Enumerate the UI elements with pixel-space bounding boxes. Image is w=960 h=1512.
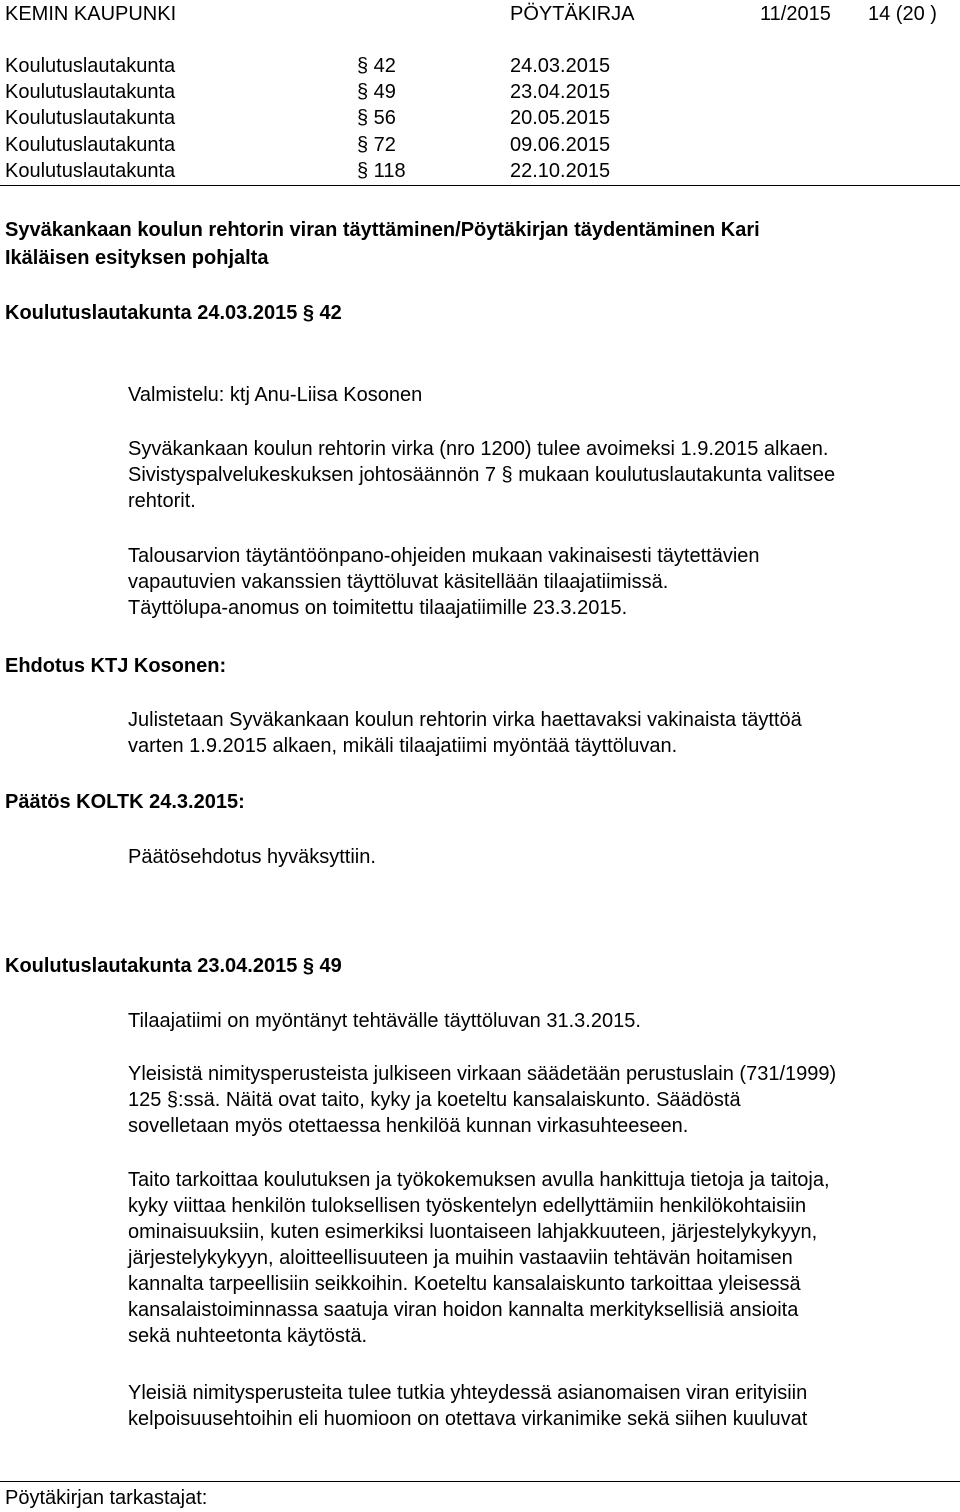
text-line: varten 1.9.2015 alkaen, mikäli tilaajatiimi myöntää täyttöluvan. (128, 735, 678, 757)
text-line: järjestelykykyyn, aloitteellisuuteen ja muihin vastaaviin tehtävän hoitamisen (128, 1247, 793, 1269)
text-line: Syväkankaan koulun rehtorin virka (nro 1200) tulee avoimeksi 1.9.2015 alkaen. (128, 438, 829, 460)
ref-body: Koulutuslautakunta (5, 55, 176, 77)
text-line: kyky viittaa henkilön tuloksellisen työskentelyn edellyttämiin henkilökohtaisiin (128, 1195, 807, 1217)
decision-text: Päätösehdotus hyväksyttiin. (128, 846, 376, 868)
meeting-heading: Koulutuslautakunta 24.03.2015 § 42 (5, 302, 342, 324)
ref-date: 09.06.2015 (510, 134, 611, 156)
text-line: 125 §:ssä. Näitä ovat taito, kyky ja koeteltu kansalaiskunto. Säädöstä (128, 1089, 741, 1111)
meeting-heading: Koulutuslautakunta 23.04.2015 § 49 (5, 955, 342, 977)
header-rule (0, 185, 960, 186)
checkers-label: Pöytäkirjan tarkastajat: (5, 1487, 208, 1509)
paragraph: Tilaajatiimi on myöntänyt tehtävälle täyttöluvan 31.3.2015. (128, 1010, 641, 1032)
decision-label: Päätös KOLTK 24.3.2015: (5, 791, 245, 813)
text-line: Täyttölupa-anomus on toimitettu tilaajatiimille 23.3.2015. (128, 597, 628, 619)
proposal-label: Ehdotus KTJ Kosonen: (5, 655, 227, 677)
text-line: Sivistyspalvelukeskuksen johtosäännön 7 § mukaan koulutuslautakunta valitsee (128, 464, 836, 486)
text-line: vapautuvien vakanssien täyttöluvat käsitellään tilaajatiimissä. (128, 571, 669, 593)
paragraph (128, 707, 956, 759)
text-line: kannalta tarpeellisiin seikkoihin. Koeteltu kansalaiskunto tarkoittaa yleisessä (128, 1273, 801, 1295)
paragraph (128, 1167, 956, 1349)
text-line: Julistetaan Syväkankaan koulun rehtorin virka haettavaksi vakinaista täyttöä (128, 709, 802, 731)
text-line: sovelletaan myös otettaessa henkilöä kunnan virkasuhteeseen. (128, 1115, 689, 1137)
ref-date: 23.04.2015 (510, 81, 611, 103)
ref-date: 24.03.2015 (510, 55, 611, 77)
org-name: KEMIN KAUPUNKI (5, 3, 177, 25)
ref-section: § 56 (357, 107, 396, 129)
doc-type: PÖYTÄKIRJA (510, 3, 635, 25)
ref-body: Koulutuslautakunta (5, 107, 176, 129)
document-title-line1: Syväkankaan koulun rehtorin viran täyttäminen/Pöytäkirjan täydentäminen Kari (5, 219, 760, 241)
paragraph (128, 1061, 956, 1139)
page-number: 14 (20 ) (868, 3, 937, 25)
text-line: Yleisiä nimitysperusteita tulee tutkia yhteydessä asianomaisen viran erityisiin (128, 1382, 808, 1404)
text-line: kansalaistoiminnassa saatuja viran hoidon kannalta merkityksellisiä ansioita (128, 1299, 799, 1321)
document-title-line2: Ikäläisen esityksen pohjalta (5, 247, 269, 269)
footer-rule (0, 1481, 960, 1482)
paragraph (128, 436, 956, 514)
ref-section: § 49 (357, 81, 396, 103)
text-line: rehtorit. (128, 490, 196, 512)
paragraph (128, 543, 956, 621)
doc-number: 11/2015 (760, 3, 831, 25)
text-line: sekä nuhteetonta käytöstä. (128, 1325, 368, 1347)
ref-section: § 72 (357, 134, 396, 156)
preparer-line: Valmistelu: ktj Anu-Liisa Kosonen (128, 384, 423, 406)
paragraph (128, 1380, 956, 1432)
ref-body: Koulutuslautakunta (5, 81, 176, 103)
text-line: Talousarvion täytäntöönpano-ohjeiden mukaan vakinaisesti täytettävien (128, 545, 760, 567)
text-line: Yleisistä nimitysperusteista julkiseen virkaan säädetään perustuslain (731/1999) (128, 1063, 837, 1085)
text-line: ominaisuuksiin, kuten esimerkiksi luontaiseen lahjakkuuteen, järjestelykykyyn, (128, 1221, 818, 1243)
ref-date: 20.05.2015 (510, 107, 611, 129)
ref-section: § 42 (357, 55, 396, 77)
ref-section: § 118 (357, 160, 406, 182)
text-line: Taito tarkoittaa koulutuksen ja työkokemuksen avulla hankittuja tietoja ja taitoja, (128, 1169, 830, 1191)
ref-body: Koulutuslautakunta (5, 134, 176, 156)
ref-body: Koulutuslautakunta (5, 160, 176, 182)
text-line: kelpoisuusehtoihin eli huomioon on otettava virkanimike sekä siihen kuuluvat (128, 1408, 808, 1430)
ref-date: 22.10.2015 (510, 160, 611, 182)
